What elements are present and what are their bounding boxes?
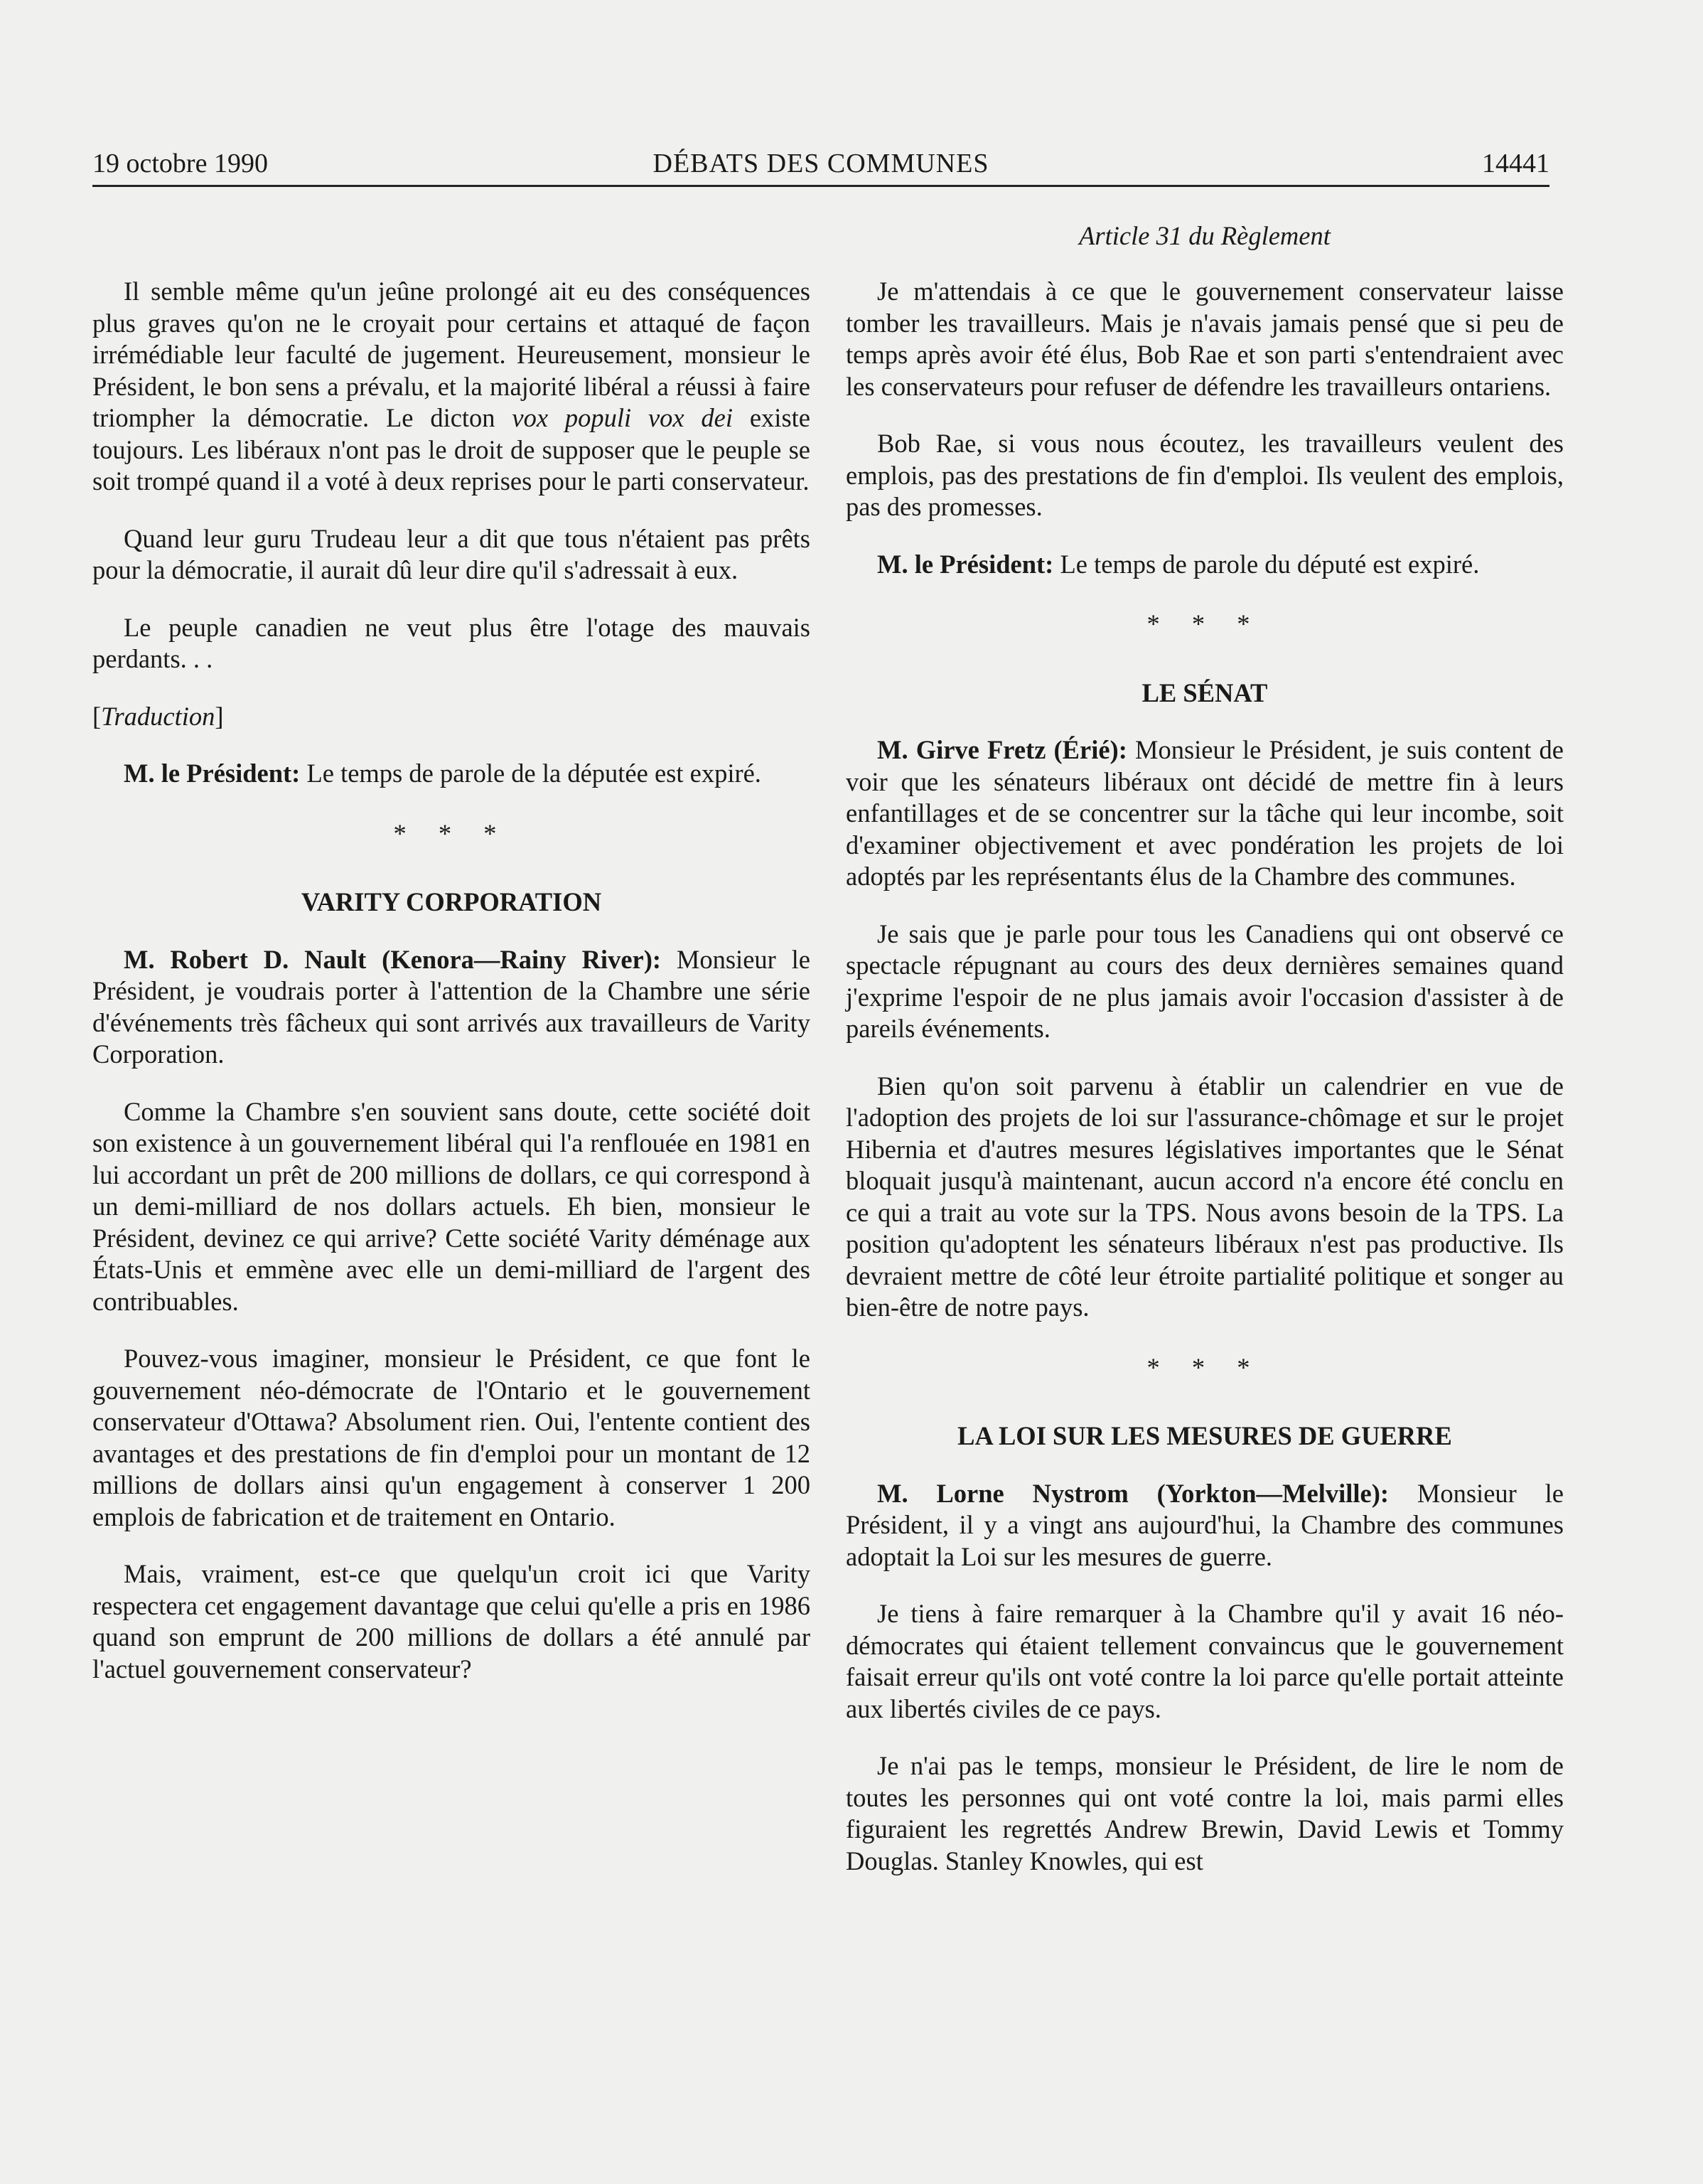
paragraph: Je m'attendais à ce que le gouvernement conservateur laisse tomber les travailleurs. Mais je n'avais jamais pensé que si peu de temps après avoir été élus, Bob Rae et son parti s'entendraient avec les conservateurs pour refuser de défendre les travailleurs ontariens. — [846, 277, 1564, 401]
section-separator: * * * — [1146, 609, 1263, 638]
page-number: 14441 — [1482, 149, 1549, 178]
left-column — [92, 276, 810, 1711]
header-date: 19 octobre 1990 — [92, 149, 268, 178]
section-separator: * * * — [1146, 1352, 1263, 1382]
paragraph: Pouvez-vous imaginer, monsieur le Président, ce que font le gouvernement néo-démocrate de l'Ontario et le gouvernement conservateur d'Ottawa? Absolument rien. Oui, l'entente contient des avantages et des prestations de fin d'emploi pour un montant de 12 millions de dollars ainsi qu'un engagement à conserver 1 200 emplois de fabrication et de traitement en Ontario. — [92, 1344, 810, 1531]
paragraph: Bien qu'on soit parvenu à établir un calendrier en vue de l'adoption des projets de loi sur l'assurance-chômage et sur le projet Hibernia et d'autres mesures législatives importantes que le Sénat bloquait jusqu'à maintenant, aucun accord n'a encore été conclu en ce qui a trait au vote sur la TPS. Nous avons besoin de la TPS. La position qu'adoptent les sénateurs libéraux n'est pas productive. Ils devraient mettre de côté leur étroite partialité politique et songer au bien-être de notre pays. — [846, 1071, 1564, 1322]
speaker-name: M. Robert D. Nault (Kenora—Rainy River): — [124, 944, 662, 974]
paragraph: Mais, vraiment, est-ce que quelqu'un croit ici que Varity respectera cet engagement davantage que celui qu'elle a pris en 1986 quand son emprunt de 200 millions de dollars a été annulé par l'actuel gouvernement conservateur? — [92, 1559, 810, 1684]
header-title: DÉBATS DES COMMUNES — [652, 149, 989, 178]
paragraph: M. le Président: Le temps de parole du député est expiré. — [877, 549, 1480, 579]
paragraph: Je n'ai pas le temps, monsieur le Président, de lire le nom de toutes les personnes qui ont voté contre la loi, mais parmi elles figuraient les regrettés Andrew Brewin, David Lewis et Tommy Douglas. Stanley Knowles, qui est — [846, 1751, 1564, 1875]
speaker-name: M. le Président: — [877, 549, 1054, 579]
section-heading: LA LOI SUR LES MESURES DE GUERRE — [957, 1421, 1452, 1450]
speaker-name: M. le Président: — [124, 759, 301, 788]
section-separator: * * * — [393, 818, 510, 848]
paragraph: M. Robert D. Nault (Kenora—Rainy River): Monsieur le Président, je voudrais porter à l'attention de la Chambre une série d'événements très fâcheux qui sont arrivés aux travailleurs de Varity Corporation. — [92, 944, 810, 1069]
paragraph: Quand leur guru Trudeau leur a dit que tous n'étaient pas prêts pour la démocratie, il aurait dû leur dire qu'il s'adressait à eux. — [92, 523, 810, 584]
paragraph: Comme la Chambre s'en souvient sans doute, cette société doit son existence à un gouvernement libéral qui l'a renflouée en 1981 en lui accordant un prêt de 200 millions de dollars, ce qui correspond à un demi-milliard de nos dollars actuels. Eh bien, monsieur le Président, devinez ce qui arrive? Cette société Varity déménage aux États-Unis et emmène avec elle un demi-milliard de l'argent des contribuables. — [92, 1096, 810, 1316]
right-column — [846, 276, 1564, 1902]
speaker-name: M. Girve Fretz (Érié): — [877, 735, 1127, 764]
paragraph: Le peuple canadien ne veut plus être l'otage des mauvais perdants. . . — [92, 612, 810, 673]
latin-phrase: vox populi vox dei — [512, 403, 734, 432]
section-heading: VARITY CORPORATION — [301, 887, 602, 916]
article-heading: Article 31 du Règlement — [1079, 221, 1331, 250]
paragraph: M. le Président: Le temps de parole de la députée est expiré. — [124, 759, 761, 788]
speaker-name: M. Lorne Nystrom (Yorkton—Melville): — [877, 1478, 1390, 1508]
paragraph: Je sais que je parle pour tous les Canadiens qui ont observé ce spectacle répugnant au cours des deux dernières semaines quand j'exprime l'espoir de ne plus jamais avoir l'occasion d'assister à de pareils événements. — [846, 919, 1564, 1043]
paragraph: Bob Rae, si vous nous écoutez, les travailleurs veulent des emplois, pas des prestations de fin d'emploi. Ils veulent des emplois, pas des promesses. — [846, 429, 1564, 521]
paragraph: Je tiens à faire remarquer à la Chambre qu'il y avait 16 néo-démocrates qui étaient tellement convaincus que le gouvernement faisait erreur qu'ils ont voté contre la loi parce qu'elle portait atteinte aux libertés civiles de ce pays. — [846, 1599, 1564, 1723]
paragraph: M. Girve Fretz (Érié): Monsieur le Président, je suis content de voir que les sénateurs libéraux ont décidé de mettre fin à leurs enfantillages et de se concentrer sur la tâche qui leur incombe, soit d'examiner objectivement et avec pondération les projets de loi adoptés par les représentants élus de la Chambre des communes. — [846, 735, 1564, 891]
paragraph: Il semble même qu'un jeûne prolongé ait eu des conséquences plus graves qu'on ne le croyait pour certains et attaqué de façon irrémédiable leur faculté de jugement. Heureusement, monsieur le Président, le bon sens a prévalu, et la majorité libéral a réussi à faire triompher la démocratie. Le dicton vox populi vox dei existe toujours. Les libéraux n'ont pas le droit de supposer que le peuple se soit trompé quand il a voté à deux reprises pour le parti conservateur. — [92, 277, 810, 496]
translation-note: [Traduction] — [92, 701, 224, 731]
paragraph: M. Lorne Nystrom (Yorkton—Melville): Monsieur le Président, il y a vingt ans aujourd'hui, la Chambre des communes adoptait la Loi sur les mesures de guerre. — [846, 1478, 1564, 1571]
section-heading: LE SÉNAT — [1141, 678, 1268, 707]
page-header — [92, 142, 1549, 187]
